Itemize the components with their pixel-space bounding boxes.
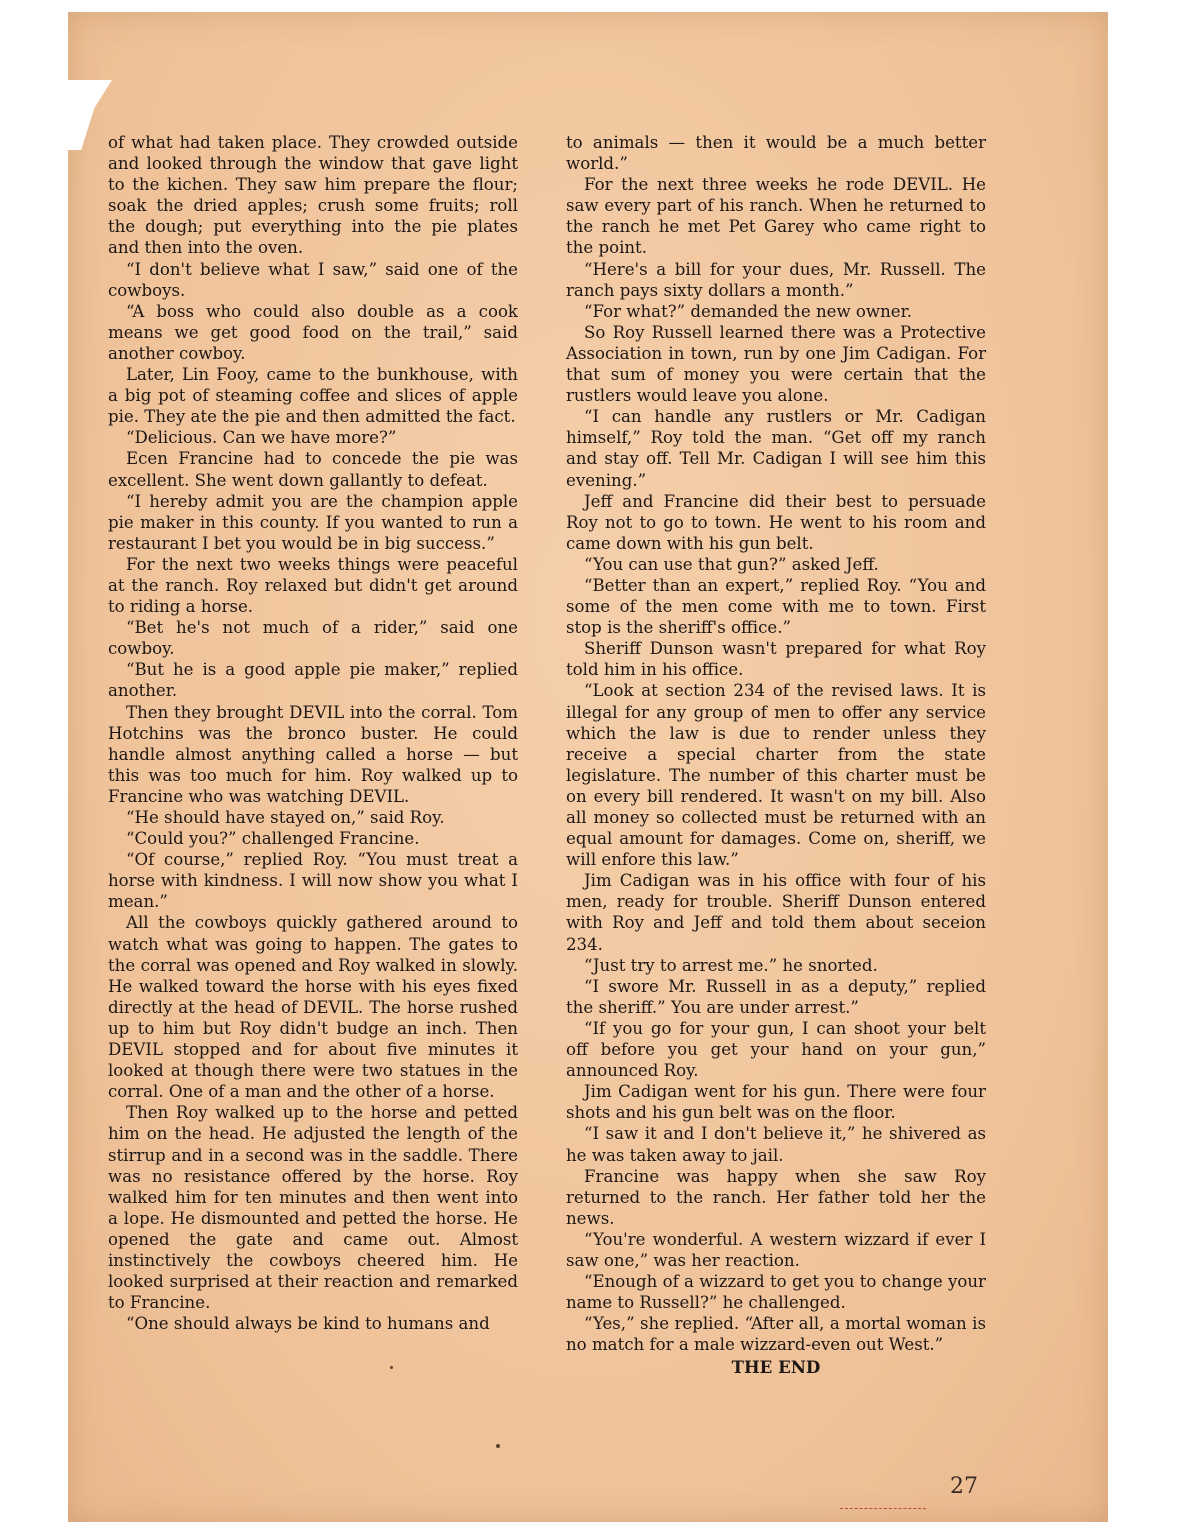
paragraph: “He should have stayed on,” said Roy. bbox=[126, 808, 445, 827]
paragraph: “For what?” demanded the new owner. bbox=[584, 301, 913, 321]
paragraph: “Delicious. Can we have more?” bbox=[126, 428, 397, 448]
paragraph: to animals — then it would be a much better world.” bbox=[566, 133, 986, 174]
ink-speck bbox=[390, 1366, 393, 1369]
paragraph: Jim Cadigan was in his office with four of his men, ready for trouble. Sheriff Dunson entered with Roy and Jeff and told them about seceion 234. bbox=[566, 871, 986, 954]
paragraph: Later, Lin Fooy, came to the bunkhouse, with a big pot of steaming coffee and slices of apple pie. They ate the pie and then admitted the fact. bbox=[108, 365, 518, 427]
paragraph: Francine was happy when she saw Roy returned to the ranch. Her father told her the news. bbox=[566, 1166, 986, 1228]
paragraph: “You're wonderful. A western wizzard if ever I saw one,” was her reaction. bbox=[566, 1229, 986, 1270]
paragraph: “I can handle any rustlers or Mr. Cadigan himself,” Roy told the man. “Get off my ranch and stay off. Tell Mr. Cadigan I will see him this evening.” bbox=[566, 407, 986, 490]
paragraph: “Bet he's not much of a rider,” said one cowboy. bbox=[108, 618, 518, 659]
paragraph: “Enough of a wizzard to get you to change your name to Russell?” he challenged. bbox=[566, 1272, 986, 1313]
paragraph: Then Roy walked up to the horse and petted him on the head. He adjusted the length of the stirrup and in a second was in the saddle. There was no resistance offered by the horse. Roy walked him for ten minutes and then went into a lope. He dismounted and petted the horse. He opened the gate and came out. Almost instinctively the cowboys cheered him. He looked surprised at their reaction and remarked to Francine. bbox=[108, 1103, 518, 1313]
paragraph: “I swore Mr. Russell in as a deputy,” replied the sheriff.” You are under arrest.” bbox=[566, 976, 986, 1017]
paragraph: “Just try to arrest me.” he snorted. bbox=[584, 955, 878, 975]
paragraph: “I saw it and I don't believe it,” he shivered as he was taken away to jail. bbox=[566, 1124, 986, 1165]
paragraph: “You can use that gun?” asked Jeff. bbox=[584, 554, 879, 574]
the-end-marker: THE END bbox=[731, 1357, 821, 1378]
right-column bbox=[566, 132, 986, 1379]
paragraph: Jeff and Francine did their best to persuade Roy not to go to town. He went to his room and came down with his gun belt. bbox=[566, 491, 986, 553]
paragraph: “But he is a good apple pie maker,” replied another. bbox=[108, 660, 518, 701]
paragraph: Ecen Francine had to concede the pie was excellent. She went down gallantly to defeat. bbox=[108, 449, 518, 490]
red-pencil-mark bbox=[840, 1508, 926, 1509]
paragraph: “Here's a bill for your dues, Mr. Russell. The ranch pays sixty dollars a month.” bbox=[566, 259, 986, 300]
paragraph: “Could you?” challenged Francine. bbox=[126, 829, 420, 849]
paragraph: “I hereby admit you are the champion apple pie maker in this county. If you wanted to run a restaurant I bet you would be in big success.” bbox=[108, 491, 518, 553]
paragraph: For the next three weeks he rode DEVIL. He saw every part of his ranch. When he returned to the ranch he met Pet Garey who came right to the point. bbox=[566, 175, 986, 258]
paragraph: Sheriff Dunson wasn't prepared for what Roy told him in his office. bbox=[566, 639, 986, 680]
paragraph: Jim Cadigan went for his gun. There were four shots and his gun belt was on the floor. bbox=[566, 1082, 986, 1123]
page-number: 27 bbox=[950, 1474, 978, 1499]
paragraph: “Look at section 234 of the revised laws. It is illegal for any group of men to offer any service which the law is due to render unless they receive a special charter from the state legislature. The number of this charter must be on every bill rendered. It wasn't on my bill. Also all money so collected must be returned with an equal amount for damages. Come on, sheriff, we will enfore this law.” bbox=[566, 681, 986, 870]
paragraph: “If you go for your gun, I can shoot your belt off before you get your hand on your gun,” announced Roy. bbox=[566, 1018, 986, 1081]
paragraph: “One should always be kind to humans and bbox=[126, 1314, 490, 1334]
paragraph: of what had taken place. They crowded outside and looked through the window that gave light to the kichen. They saw him prepare the flour; soak the dried apples; crush some fruits; roll the dough; put everything into the pie plates and then into the oven. bbox=[108, 133, 518, 258]
paragraph: “Of course,” replied Roy. “You must treat a horse with kindness. I will now show you what I mean.” bbox=[108, 850, 518, 912]
paragraph: “Better than an expert,” replied Roy. “You and some of the men come with me to town. First stop is the sheriff's office.” bbox=[566, 575, 986, 638]
paragraph: “Yes,” she replied. “After all, a mortal woman is no match for a male wizzard-even out West.” bbox=[566, 1314, 986, 1355]
left-column bbox=[108, 132, 518, 1334]
paragraph: All the cowboys quickly gathered around to watch what was going to happen. The gates to the corral was opened and Roy walked in slowly. He walked toward the horse with his eyes fixed directly at the head of DEVIL. The horse rushed up to him but Roy didn't budge an inch. Then DEVIL stopped and for about five minutes it looked at though there were two statues in the corral. One of a man and the other of a horse. bbox=[108, 913, 518, 1102]
paragraph: “I don't believe what I saw,” said one of the cowboys. bbox=[108, 259, 518, 300]
paragraph: Then they brought DEVIL into the corral. Tom Hotchins was the bronco buster. He could handle almost anything called a horse — but this was too much for him. Roy walked up to Francine who was watching DEVIL. bbox=[108, 702, 518, 806]
paragraph: “A boss who could also double as a cook means we get good food on the trail,” said another cowboy. bbox=[108, 301, 518, 363]
ink-speck bbox=[496, 1444, 500, 1448]
paragraph: For the next two weeks things were peaceful at the ranch. Roy relaxed but didn't get around to riding a horse. bbox=[108, 554, 518, 617]
paragraph: So Roy Russell learned there was a Protective Association in town, run by one Jim Cadigan. For that sum of money you were certain that the rustlers would leave you alone. bbox=[566, 322, 986, 406]
